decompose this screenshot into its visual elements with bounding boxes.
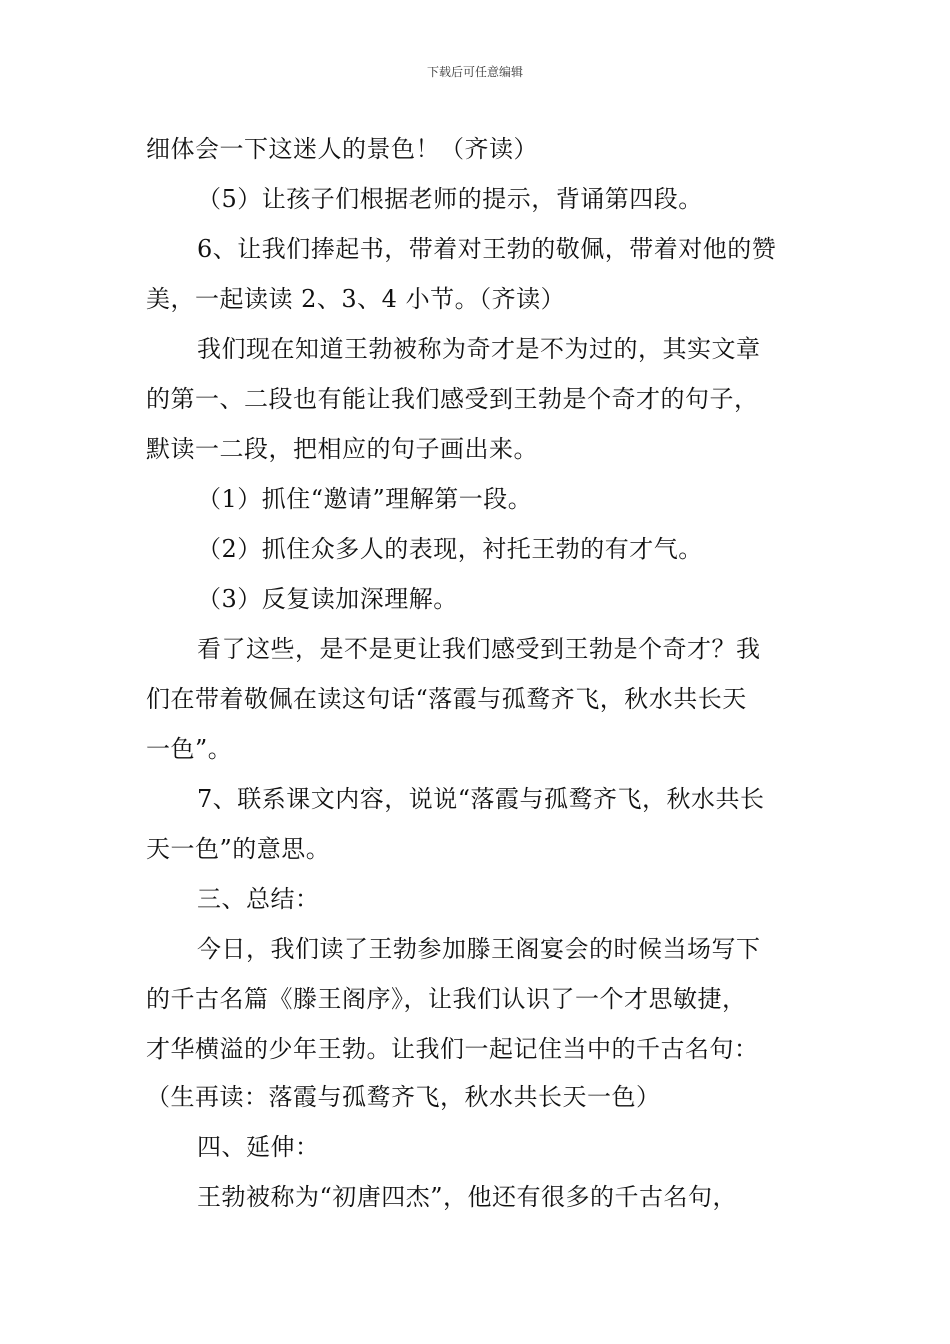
text-line: （3）反复读加深理解。 xyxy=(197,585,458,613)
text-line: 的第一、二段也有能让我们感受到王勃是个奇才的句子， xyxy=(146,385,759,413)
text-line: 的千古名篇《滕王阁序》，让我们认识了一个才思敏捷， xyxy=(146,985,747,1013)
text-line: 今日，我们读了王勃参加滕王阁宴会的时候当场写下 xyxy=(197,935,761,963)
text-line: 美，一起读读 2、3、4 小节。（齐读） xyxy=(146,285,566,313)
text-line: 我们现在知道王勃被称为奇才是不为过的，其实文章 xyxy=(197,335,761,363)
text-line: （1）抓住“邀请”理解第一段。 xyxy=(197,485,533,513)
text-line: 四、延伸： xyxy=(197,1133,320,1161)
text-line: 7、联系课文内容，说说“落霞与孤鹜齐飞，秋水共长 xyxy=(197,785,765,813)
text-line: 细体会一下这迷人的景色！（齐读） xyxy=(146,135,538,163)
text-line: 三、总结： xyxy=(197,885,320,913)
text-line: 6、让我们捧起书，带着对王勃的敬佩，带着对他的赞 xyxy=(197,235,777,263)
text-line: （5）让孩子们根据老师的提示，背诵第四段。 xyxy=(197,185,703,213)
text-line: （2）抓住众多人的表现，衬托王勃的有才气。 xyxy=(197,535,703,563)
text-line: 王勃被称为“初唐四杰”，他还有很多的千古名句， xyxy=(197,1183,738,1211)
text-line: 默读一二段，把相应的句子画出来。 xyxy=(146,435,538,463)
text-line: 才华横溢的少年王勃。让我们一起记住当中的千古名句： xyxy=(146,1035,759,1063)
text-line: 们在带着敬佩在读这句话“落霞与孤鹜齐飞，秋水共长天 xyxy=(146,685,747,713)
page-header: 下载后可任意编辑 xyxy=(426,65,523,79)
text-line: 一色”。 xyxy=(146,735,233,763)
text-line: （生再读：落霞与孤鹜齐飞，秋水共长天一色） xyxy=(146,1083,661,1111)
text-line: 看了这些，是不是更让我们感受到王勃是个奇才？我 xyxy=(197,635,761,663)
text-line: 天一色”的意思。 xyxy=(146,835,331,863)
